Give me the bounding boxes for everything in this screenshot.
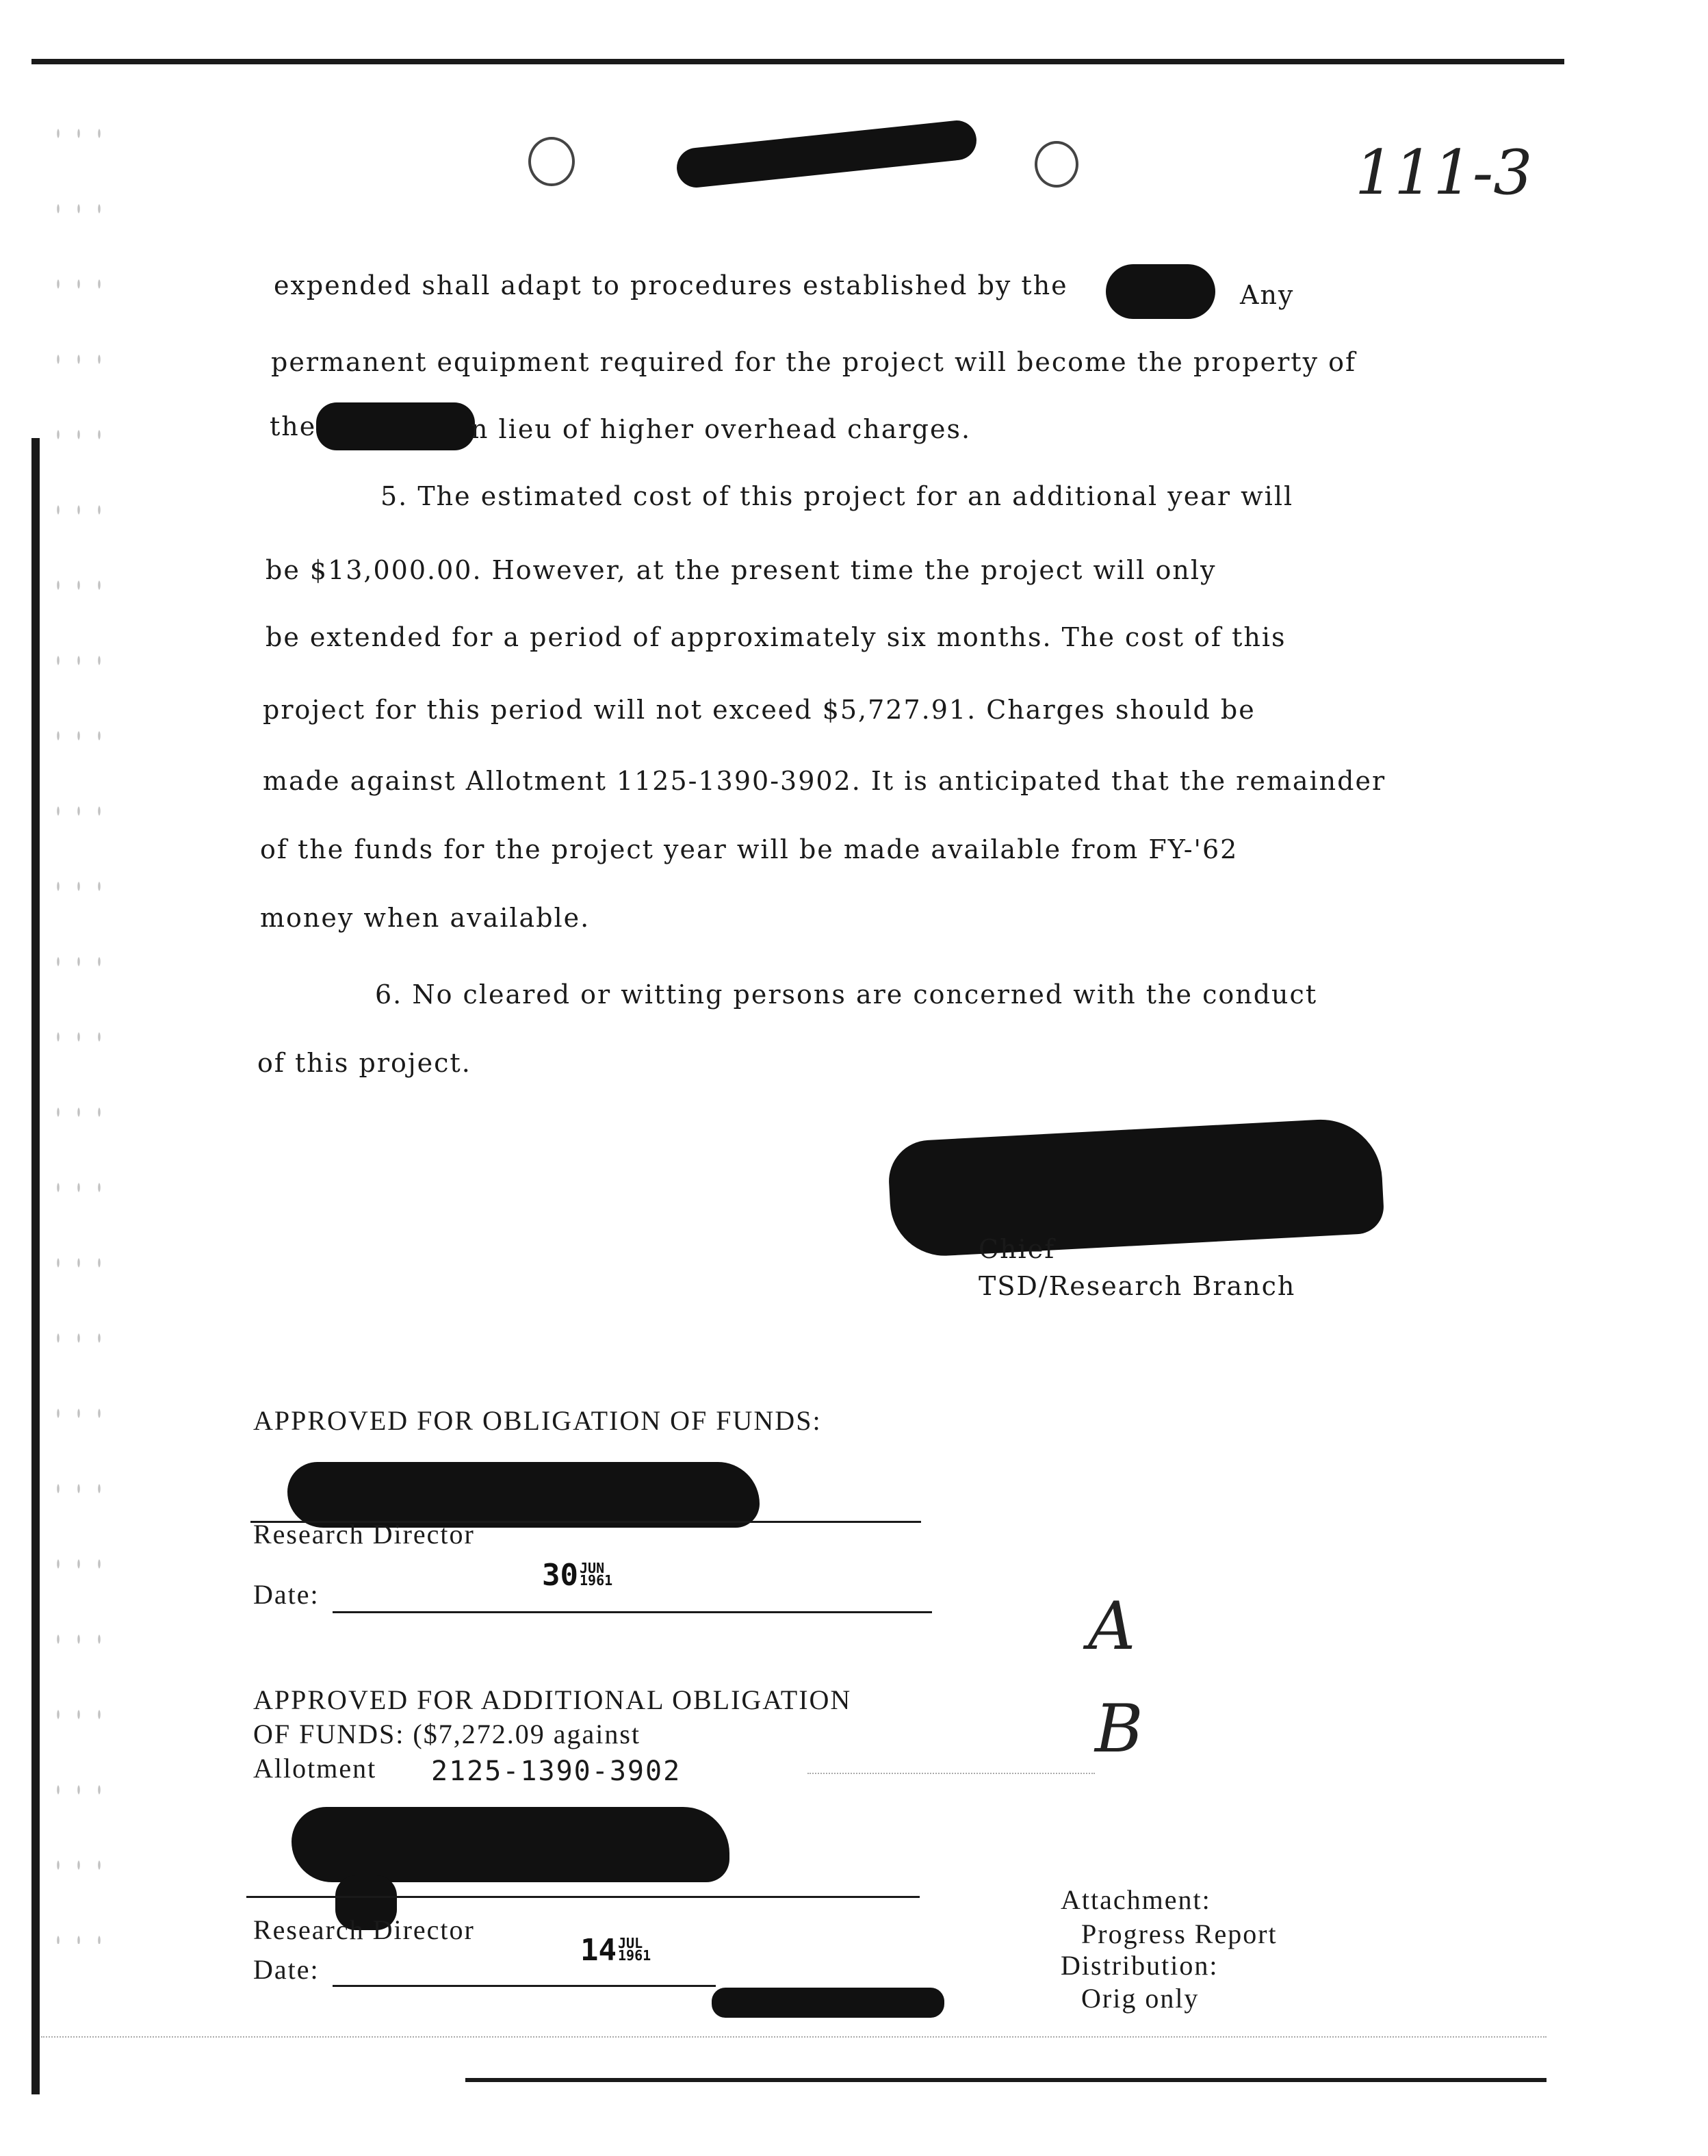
approval-2-role: Research Director — [253, 1914, 475, 1945]
paragraph-5-line-6: of the funds for the project year will be made available from FY-'62 — [260, 834, 1239, 864]
date-line-2 — [333, 1985, 716, 1987]
scan-specks — [48, 96, 103, 1944]
attachment-item: Progress Report — [1081, 1918, 1278, 1949]
scan-artifact-bottom — [41, 2036, 1547, 2038]
date-stamp-2 — [580, 1933, 651, 1968]
handwritten-mark-b: B — [1095, 1691, 1143, 1767]
date-stamp-2-year: 1961 — [617, 1947, 651, 1964]
attachment-label: Attachment: — [1061, 1884, 1211, 1915]
punch-hole-right — [1035, 141, 1078, 188]
signature-title: Chief — [979, 1234, 1056, 1264]
paragraph-6-line-1: 6. No cleared or witting persons are concerned with the conduct — [375, 979, 1318, 1010]
distribution-value: Orig only — [1081, 1983, 1200, 2014]
redaction-bottom — [712, 1988, 944, 2018]
scan-artifact-line — [807, 1773, 1095, 1774]
date-stamp-1-day: 30 — [542, 1558, 578, 1593]
punch-hole-left — [528, 137, 575, 186]
page-reference-handwritten: 111-3 — [1355, 137, 1533, 209]
approval-2-heading-1: APPROVED FOR ADDITIONAL OBLIGATION — [253, 1684, 852, 1715]
bottom-border-rule — [465, 2078, 1547, 2082]
redaction-signature-director-2 — [292, 1807, 729, 1882]
date-stamp-2-day: 14 — [580, 1933, 617, 1968]
approval-2-allotment-number: 2125-1390-3902 — [431, 1756, 682, 1787]
approval-1-heading: APPROVED FOR OBLIGATION OF FUNDS: — [253, 1405, 822, 1436]
redaction-signature-director-1 — [287, 1462, 760, 1528]
body-line-1-end: Any — [1240, 280, 1295, 310]
approval-1-date-label: Date: — [253, 1579, 320, 1610]
paragraph-5-line-7: money when available. — [260, 903, 591, 933]
body-line-2: permanent equipment required for the project will become the property of — [271, 347, 1357, 377]
distribution-label: Distribution: — [1061, 1950, 1219, 1981]
date-line-1 — [333, 1611, 932, 1613]
approval-1-role: Research Director — [253, 1519, 475, 1550]
approval-2-date-label: Date: — [253, 1954, 320, 1985]
paragraph-5-line-3: be extended for a period of approximately six months. The cost of this — [266, 622, 1286, 652]
redaction-header — [675, 118, 979, 190]
body-line-3: n lieu of higher overhead charges. — [471, 414, 972, 444]
paragraph-5-line-5: made against Allotment 1125-1390-3902. It is anticipated that the remainder — [263, 766, 1386, 796]
redaction-signature-chief — [887, 1116, 1385, 1258]
approval-2-allotment-label: Allotment — [253, 1753, 377, 1784]
left-border-rule — [31, 438, 40, 2094]
paragraph-5-line-2: be $13,000.00. However, at the present time the project will only — [266, 555, 1217, 585]
date-stamp-1-year: 1961 — [579, 1572, 613, 1589]
paragraph-5-line-1: 5. The estimated cost of this project for an additional year will — [380, 481, 1294, 511]
redaction-agency-1 — [1106, 264, 1215, 319]
approval-2-heading-2: OF FUNDS: ($7,272.09 against — [253, 1719, 641, 1749]
date-stamp-2-month: JUL — [617, 1935, 643, 1951]
signature-line-2 — [246, 1896, 920, 1898]
top-border-rule — [31, 59, 1564, 64]
redaction-agency-2 — [316, 402, 475, 450]
paragraph-5-line-4: project for this period will not exceed $5,727.91. Charges should be — [263, 695, 1256, 725]
signature-unit: TSD/Research Branch — [979, 1271, 1296, 1301]
date-stamp-1 — [542, 1558, 613, 1593]
paragraph-6-line-2: of this project. — [257, 1048, 471, 1078]
body-line-1: expended shall adapt to procedures established by the — [274, 270, 1068, 300]
date-stamp-1-month: JUN — [579, 1560, 605, 1576]
body-line-3-start: the — [270, 411, 317, 441]
handwritten-mark-a: A — [1088, 1588, 1136, 1665]
